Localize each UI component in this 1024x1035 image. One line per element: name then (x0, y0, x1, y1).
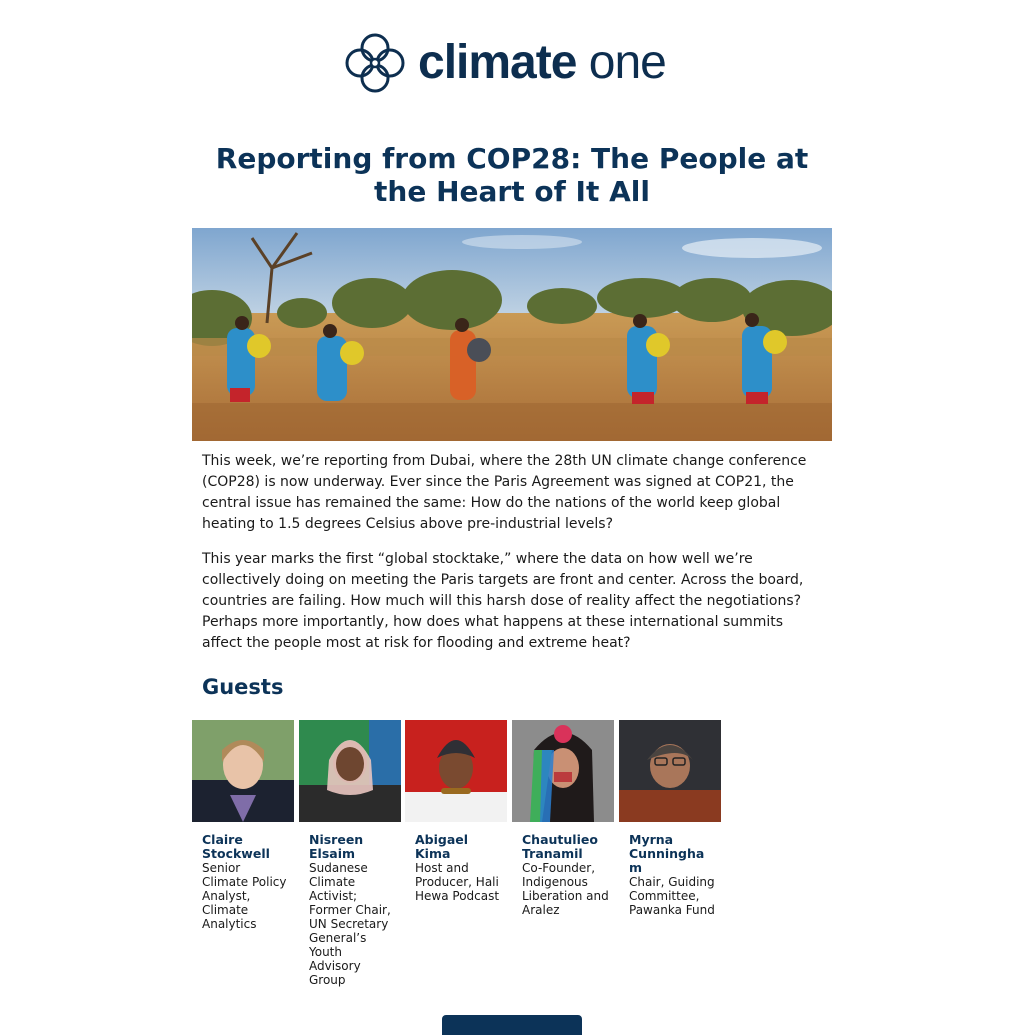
guest-role: Sudanese Climate Activist; Former Chair, UN Secretary General’s Youth Advisory Group (309, 861, 391, 987)
guest-name[interactable]: Chautulieo Tranamil (522, 832, 598, 861)
guest-role: Host and Producer, Hali Hewa Podcast (415, 861, 500, 903)
guest-role: Senior Climate Policy Analyst, Climate Analytics (202, 861, 287, 931)
article-paragraph-1: This week, we’re reporting from Dubai, where the 28th UN climate change conference (COP28) is now underway. Ever since the Paris Agreement was signed at COP21, the central issue has remained the same: How do the nations of the world keep global heating to 1.5 degrees Celsius above pre-industrial levels? (202, 453, 807, 532)
guest-name[interactable]: Claire Stockwell (202, 832, 270, 861)
article-paragraph-2: This year marks the first “global stocktake,” where the data on how well we’re collectively doing on meeting the Paris targets are front and center. Across the board, countries are failing. How much will this harsh dose of reality affect the negotiations? Perhaps more importantly, how does what happens at these international summits affect the people most at risk for flooding and extreme heat? (202, 551, 804, 651)
guest-photo[interactable] (192, 720, 294, 822)
hero-image[interactable] (192, 228, 832, 441)
guest-role: Chair, Guiding Committee, Pawanka Fund (629, 875, 715, 917)
article-title: Reporting from COP28: The People at the Heart of It All (215, 142, 809, 208)
guest-card[interactable] (405, 720, 507, 903)
guest-name[interactable]: Nisreen Elsaim (309, 832, 364, 861)
guest-card[interactable] (619, 720, 721, 917)
guest-portrait (299, 720, 401, 822)
guests-heading: Guests (202, 675, 284, 699)
guest-portrait (405, 720, 507, 822)
guest-photo[interactable] (619, 720, 721, 822)
guest-portrait (512, 720, 614, 822)
logo-wordmark (418, 36, 666, 89)
guest-card[interactable] (512, 720, 614, 917)
guest-card[interactable] (192, 720, 294, 931)
guest-name[interactable]: Abigael Kima (415, 832, 469, 861)
guest-name[interactable]: Myrna Cunningham (629, 832, 705, 875)
logo-word-one: one (576, 36, 666, 89)
logo-word-climate: climate (418, 36, 577, 89)
clover-logo-icon (344, 32, 406, 94)
guest-photo[interactable] (405, 720, 507, 822)
climate-one-logo[interactable] (344, 30, 666, 96)
guest-photo[interactable] (299, 720, 401, 822)
guest-portrait (192, 720, 294, 822)
guest-portrait (619, 720, 721, 822)
guest-role: Co-Founder, Indigenous Liberation and Aralez (522, 861, 609, 917)
hero-image-art (192, 228, 832, 441)
listen-button[interactable] (442, 1015, 582, 1035)
guest-photo[interactable] (512, 720, 614, 822)
guest-card[interactable] (299, 720, 401, 987)
